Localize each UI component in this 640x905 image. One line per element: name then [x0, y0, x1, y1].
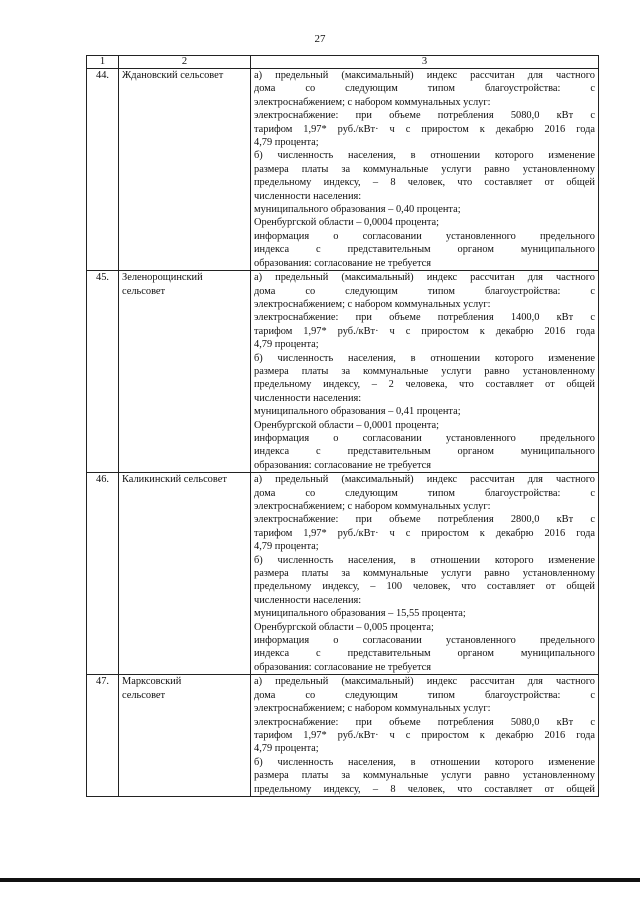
description-line: б) численность населения, в отношении которого изменение [254, 352, 595, 364]
municipality-name-line: Каликинский сельсовет [122, 474, 227, 486]
description-line: образования: согласование не требуется [254, 257, 432, 269]
description-line: предельному индексу, – 8 человек, что составляет от общей [254, 177, 595, 189]
column-header-3: 3 [251, 56, 599, 69]
description-line: б) численность населения, в отношении которого изменение [254, 756, 595, 768]
description-line: электроснабжением; с набором коммунальных услуг: [254, 501, 491, 512]
description-line: тарифом 1,97* руб./кВт· ч с приростом к декабрю 2016 года [254, 325, 595, 337]
description-line: муниципального образования – 0,41 процента; [254, 406, 461, 418]
row-number: 45. [87, 271, 119, 473]
municipality-name [119, 675, 251, 797]
municipality-name-line: сельсовет [122, 689, 166, 701]
description-line: размера платы за коммунальные услуги равно установленному [254, 770, 595, 782]
description-line: 4,79 процента; [254, 743, 319, 755]
description-line: численности населения: [254, 190, 362, 202]
description-line: образования: согласование не требуется [254, 661, 432, 673]
description-line: электроснабжением; с набором коммунальных услуг: [254, 96, 491, 108]
description-line: дома со следующим типом благоустройства: с [254, 285, 595, 297]
description-line: электроснабжение: при объеме потребления 1400,0 кВт с [254, 312, 595, 324]
description-line: индекса с представительным органом муниципального [254, 244, 595, 256]
description-line: дома со следующим типом благоустройства: с [254, 83, 595, 95]
description-line: электроснабжение: при объеме потребления 2800,0 кВт с [254, 514, 595, 526]
description-line: дома со следующим типом благоустройства: с [254, 689, 595, 701]
index-description [251, 271, 599, 473]
description-line: Оренбургской области – 0,0001 процента; [254, 419, 440, 431]
municipality-name-line: Ждановский сельсовет [122, 70, 224, 81]
description-line: тарифом 1,97* руб./кВт· ч с приростом к декабрю 2016 года [254, 729, 595, 741]
municipality-name-line: сельсовет [122, 285, 166, 297]
description-line: предельному индексу, – 100 человек, что составляет от общей [254, 581, 595, 593]
municipality-name-line: Зеленорощинский [122, 272, 203, 284]
description-line: индекса с представительным органом муниципального [254, 446, 595, 458]
description-line: а) предельный (максимальный) индекс рассчитан для частного [254, 474, 595, 486]
description-line: 4,79 процента; [254, 339, 319, 351]
page-number: 27 [314, 33, 326, 45]
description-line: индекса с представительным органом муниципального [254, 648, 595, 660]
municipality-name [119, 69, 251, 271]
description-line: а) предельный (максимальный) индекс рассчитан для частного [254, 676, 595, 688]
column-header-2: 2 [119, 56, 251, 69]
description-line: предельному индексу, – 8 человек, что составляет от общей [254, 783, 595, 795]
municipality-name [119, 473, 251, 675]
table-row [87, 271, 599, 473]
table-body [87, 69, 599, 797]
description-line: электроснабжением; с набором коммунальных услуг: [254, 298, 491, 310]
description-line: б) численность населения, в отношении которого изменение [254, 150, 595, 162]
description-line: размера платы за коммунальные услуги равно установленному [254, 568, 595, 580]
description-line: муниципального образования – 0,40 процента; [254, 204, 461, 216]
description-line: предельному индексу, – 2 человека, что составляет от общей [254, 379, 595, 391]
description-line: 4,79 процента; [254, 541, 319, 553]
index-description [251, 69, 599, 271]
description-line: а) предельный (максимальный) индекс рассчитан для частного [254, 272, 595, 284]
description-line: образования: согласование не требуется [254, 459, 432, 471]
municipality-name [119, 271, 251, 473]
column-header-1: 1 [87, 56, 119, 69]
table-row [87, 675, 599, 797]
description-line: электроснабжение: при объеме потребления 5080,0 кВт с [254, 110, 595, 122]
description-line: размера платы за коммунальные услуги равно установленному [254, 163, 595, 175]
description-line: численности населения: [254, 392, 362, 404]
description-line: электроснабжением; с набором коммунальных услуг: [254, 703, 491, 715]
description-line: информация о согласовании установленного предельного [254, 635, 595, 647]
table-row [87, 473, 599, 675]
description-line: электроснабжение: при объеме потребления 5080,0 кВт с [254, 716, 595, 728]
row-number: 46. [87, 473, 119, 675]
index-description [251, 675, 599, 797]
description-line: Оренбургской области – 0,005 процента; [254, 621, 434, 633]
row-number: 47. [87, 675, 119, 797]
description-line: численности населения: [254, 594, 362, 606]
description-line: муниципального образования – 15,55 процента; [254, 608, 466, 620]
table-header-row [87, 56, 599, 69]
document-table [86, 55, 599, 797]
municipality-name-line: Марксовский [122, 676, 182, 688]
description-line: дома со следующим типом благоустройства: с [254, 487, 595, 499]
description-line: размера платы за коммунальные услуги равно установленному [254, 365, 595, 377]
description-line: а) предельный (максимальный) индекс рассчитан для частного [254, 70, 595, 81]
table-row [87, 69, 599, 271]
description-line: Оренбургской области – 0,0004 процента; [254, 217, 440, 229]
description-line: информация о согласовании установленного предельного [254, 432, 595, 444]
description-line: б) численность населения, в отношении которого изменение [254, 554, 595, 566]
description-line: информация о согласовании установленного предельного [254, 230, 595, 242]
description-line: тарифом 1,97* руб./кВт· ч с приростом к декабрю 2016 года [254, 123, 595, 135]
description-line: тарифом 1,97* руб./кВт· ч с приростом к декабрю 2016 года [254, 527, 595, 539]
index-description [251, 473, 599, 675]
bottom-scan-rule [0, 878, 640, 882]
description-line: 4,79 процента; [254, 137, 319, 149]
row-number: 44. [87, 69, 119, 271]
